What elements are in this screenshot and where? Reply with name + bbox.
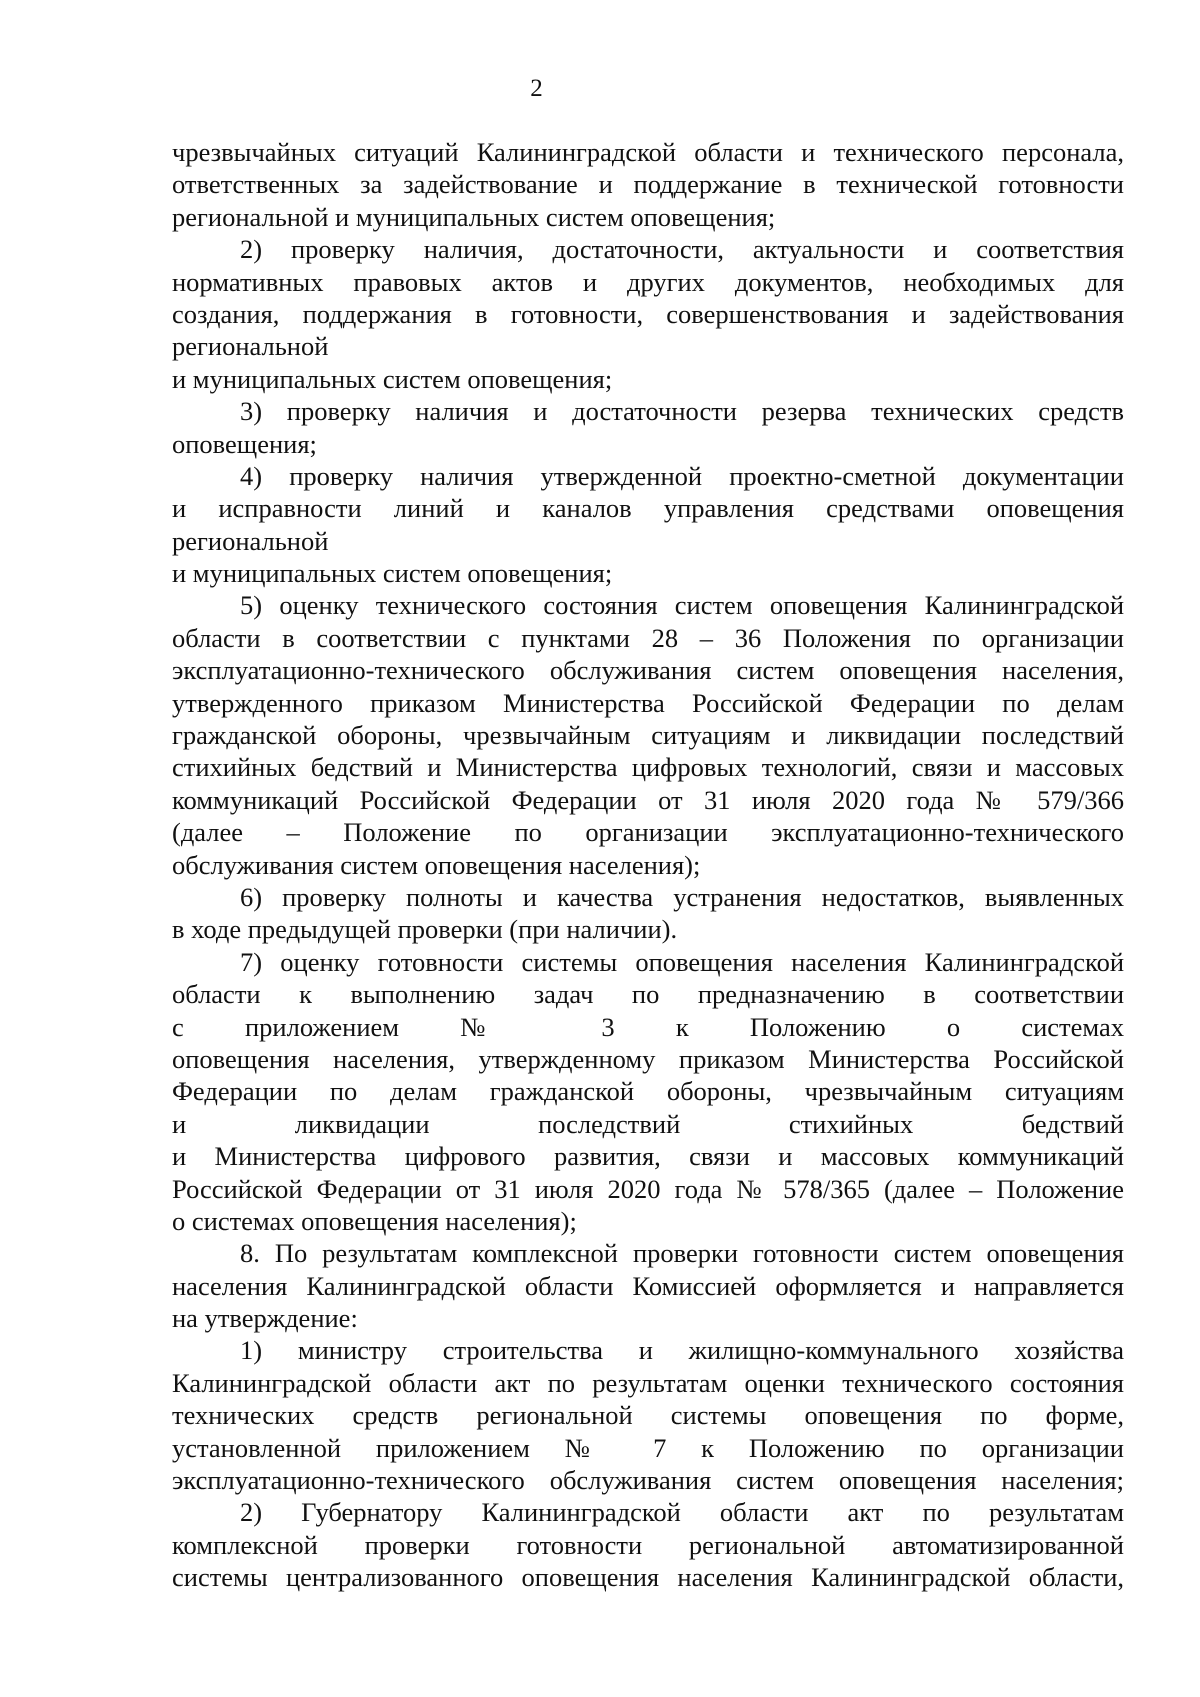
text-line: 2) Губернатору Калининградской области акт по результатам [240,1497,1124,1528]
text-line: региональной [172,331,329,362]
text-line: системы централизованного оповещения населения Калининградской области, [172,1562,1124,1593]
text-line: установленной приложением № 7 к Положению по организации [172,1432,1124,1463]
text-line: и Министерства цифрового развития, связи и массовых коммуникаций [172,1141,1124,1172]
text-line: нормативных правовых актов и других документов, необходимых для [172,266,1124,297]
text-line: Калининградской области акт по результатам оценки технического состояния [172,1367,1124,1398]
document-body [172,136,1124,1594]
text-line: и муниципальных систем оповещения; [172,558,613,589]
text-line: эксплуатационно-технического обслуживания систем оповещения населения, [172,655,1124,686]
text-line: ответственных за задействование и поддержание в технической готовности [172,169,1124,200]
text-line: области к выполнению задач по предназначению в соответствии [172,979,1124,1010]
text-line: создания, поддержания в готовности, совершенствования и задействования [172,298,1124,329]
text-line: комплексной проверки готовности региональной автоматизированной [172,1529,1124,1560]
text-line: региональной и муниципальных систем оповещения; [172,201,776,232]
text-line: и ликвидации последствий стихийных бедствий [172,1108,1124,1139]
text-line: оповещения; [172,428,317,459]
text-line: и исправности линий и каналов управления средствами оповещения [172,493,1124,524]
text-line: и муниципальных систем оповещения; [172,363,613,394]
text-line: 1) министру строительства и жилищно-коммунального хозяйства [240,1335,1124,1366]
text-line: стихийных бедствий и Министерства цифровых технологий, связи и массовых [172,752,1124,783]
text-line: в ходе предыдущей проверки (при наличии). [172,914,678,945]
text-line: области в соответствии с пунктами 28 – 36 Положения по организации [172,622,1124,653]
text-line: эксплуатационно-технического обслуживания систем оповещения населения; [172,1465,1124,1496]
text-line: 8. По результатам комплексной проверки готовности систем оповещения [240,1238,1124,1269]
text-line: на утверждение: [172,1303,358,1334]
text-line: технических средств региональной системы оповещения по форме, [172,1400,1124,1431]
text-line: 6) проверку полноты и качества устранения недостатков, выявленных [240,881,1124,912]
text-line: региональной [172,525,329,556]
text-line: о системах оповещения населения); [172,1205,577,1236]
text-line: 4) проверку наличия утвержденной проектно-сметной документации [240,460,1124,491]
text-line: 2) проверку наличия, достаточности, актуальности и соответствия [240,234,1124,265]
text-line: обслуживания систем оповещения населения); [172,849,701,880]
text-line: утвержденного приказом Министерства Российской Федерации по делам [172,687,1124,718]
text-line: Российской Федерации от 31 июля 2020 года № 578/365 (далее – Положение [172,1173,1124,1204]
text-line: с приложением № 3 к Положению о системах [172,1011,1124,1042]
text-line: гражданской обороны, чрезвычайным ситуациям и ликвидации последствий [172,720,1124,751]
text-line: Федерации по делам гражданской обороны, чрезвычайным ситуациям [172,1076,1124,1107]
text-line: 5) оценку технического состояния систем оповещения Калининградской [240,590,1124,621]
text-line: коммуникаций Российской Федерации от 31 июля 2020 года № 579/366 [172,784,1124,815]
text-line: населения Калининградской области Комиссией оформляется и направляется [172,1270,1124,1301]
text-line: 3) проверку наличия и достаточности резерва технических средств [240,396,1124,427]
text-line: оповещения населения, утвержденному приказом Министерства Российской [172,1043,1124,1074]
text-line: чрезвычайных ситуаций Калининградской области и технического персонала, [172,137,1124,167]
text-line: (далее – Положение по организации эксплуатационно-технического [172,817,1124,848]
page-number: 2 [530,75,543,102]
text-line: 7) оценку готовности системы оповещения населения Калининградской [240,946,1124,977]
